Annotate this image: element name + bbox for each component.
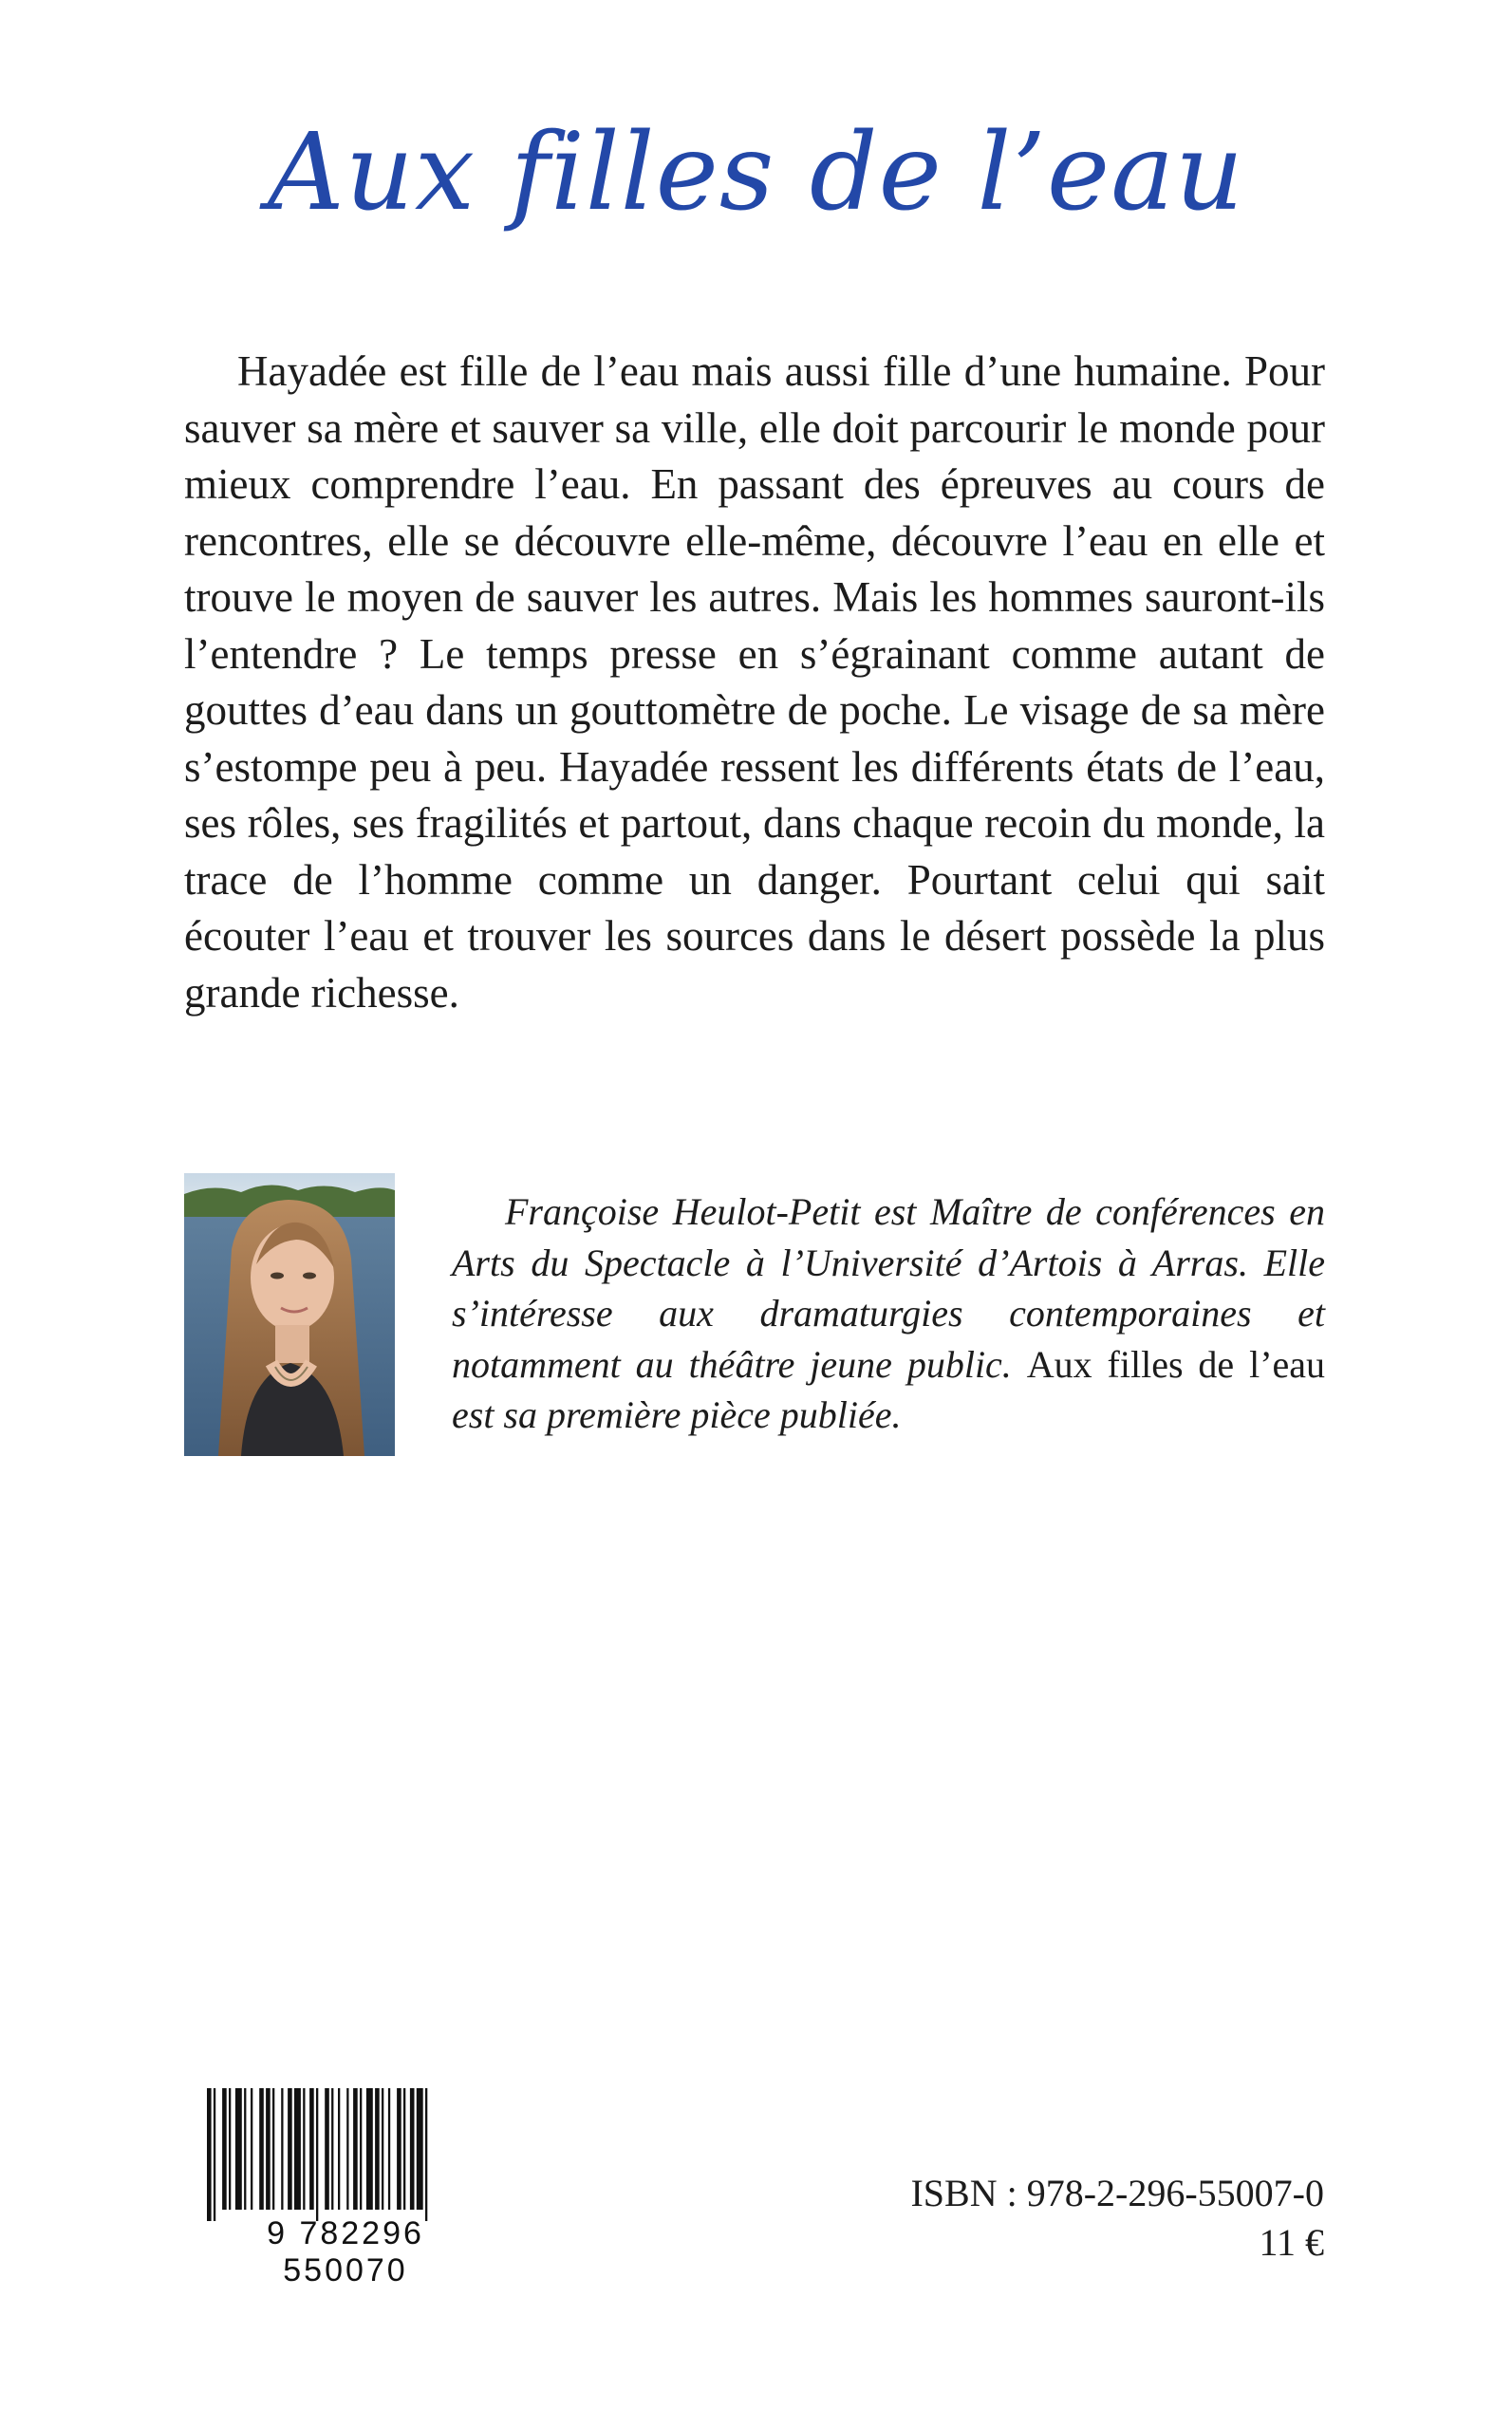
author-portrait-image [184, 1173, 395, 1456]
barcode-bar [244, 2088, 246, 2210]
barcode-bar [281, 2088, 283, 2210]
barcode-bar [338, 2088, 340, 2210]
barcode-bar [288, 2088, 292, 2210]
author-bio-text-end: est sa première pièce publiée. [452, 1393, 902, 1436]
barcode-bar [353, 2088, 358, 2210]
barcode-bar [316, 2088, 318, 2221]
barcode-bar [382, 2088, 383, 2210]
barcode-bar [417, 2088, 423, 2210]
barcode-bar [222, 2088, 227, 2210]
barcode-bar [360, 2088, 362, 2210]
author-bio-text: Françoise Heulot-Petit est Maître de conférences en Arts du Spectacle à l’Université d’Artois à Arras. Elle s’intéresse aux dramaturgies contemporaines et notamment au théâtre jeune public. [452, 1190, 1325, 1386]
barcode-bar [229, 2088, 231, 2210]
barcode-bar [346, 2088, 348, 2210]
barcode-bar [403, 2088, 405, 2210]
barcode-bar [397, 2088, 401, 2210]
barcode-bar [214, 2088, 215, 2221]
author-photo [184, 1173, 395, 1456]
barcode-bar [235, 2088, 242, 2210]
author-bio-book-title: Aux filles de l’eau [1026, 1342, 1326, 1386]
barcode-bars [203, 2088, 488, 2221]
barcode-bar [309, 2088, 314, 2210]
barcode-bar [331, 2088, 333, 2210]
barcode-bar [325, 2088, 329, 2210]
book-title: Aux filles de l’eau [267, 111, 1245, 234]
barcode-bar [375, 2088, 380, 2210]
barcode-bar [259, 2088, 264, 2210]
barcode-bar [425, 2088, 427, 2221]
barcode-bar [207, 2088, 212, 2221]
barcode-bar [366, 2088, 373, 2210]
barcode-digits: 9 782296 550070 [267, 2215, 424, 2288]
barcode-bar [266, 2088, 271, 2210]
barcode-bar [388, 2088, 390, 2210]
author-bio [452, 1186, 1325, 1441]
barcode-bar [410, 2088, 415, 2210]
barcode-bar [272, 2088, 274, 2210]
barcode-bar [294, 2088, 301, 2210]
isbn-barcode [203, 2088, 488, 2288]
barcode-bar [251, 2088, 252, 2210]
price: 11 € [1259, 2221, 1324, 2264]
back-cover-blurb: Hayadée est fille de l’eau mais aussi fille d’une humaine. Pour sauver sa mère et sauver sa ville, elle doit parcourir le monde pour mieux comprendre l’eau. En passant des épreuves au cours de rencontres, elle se découvre elle-même, découvre l’eau en elle et trouve le moyen de sauver les autres. Mais les hommes sauront-ils l’entendre ? Le temps presse en s’égrainant comme autant de gouttes d’eau dans un gouttomètre de poche. Le visage de sa mère s’estompe peu à peu. Hayadée ressent les différents états de l’eau, ses rôles, ses fragilités et partout, dans chaque recoin du monde, la trace de l’homme comme un danger. Pourtant celui qui sait écouter l’eau et trouver les sources dans le désert possède la plus grande richesse. [184, 347, 1325, 1017]
isbn-number: ISBN : 978-2-296-55007-0 [910, 2172, 1324, 2214]
barcode-bar [303, 2088, 305, 2210]
